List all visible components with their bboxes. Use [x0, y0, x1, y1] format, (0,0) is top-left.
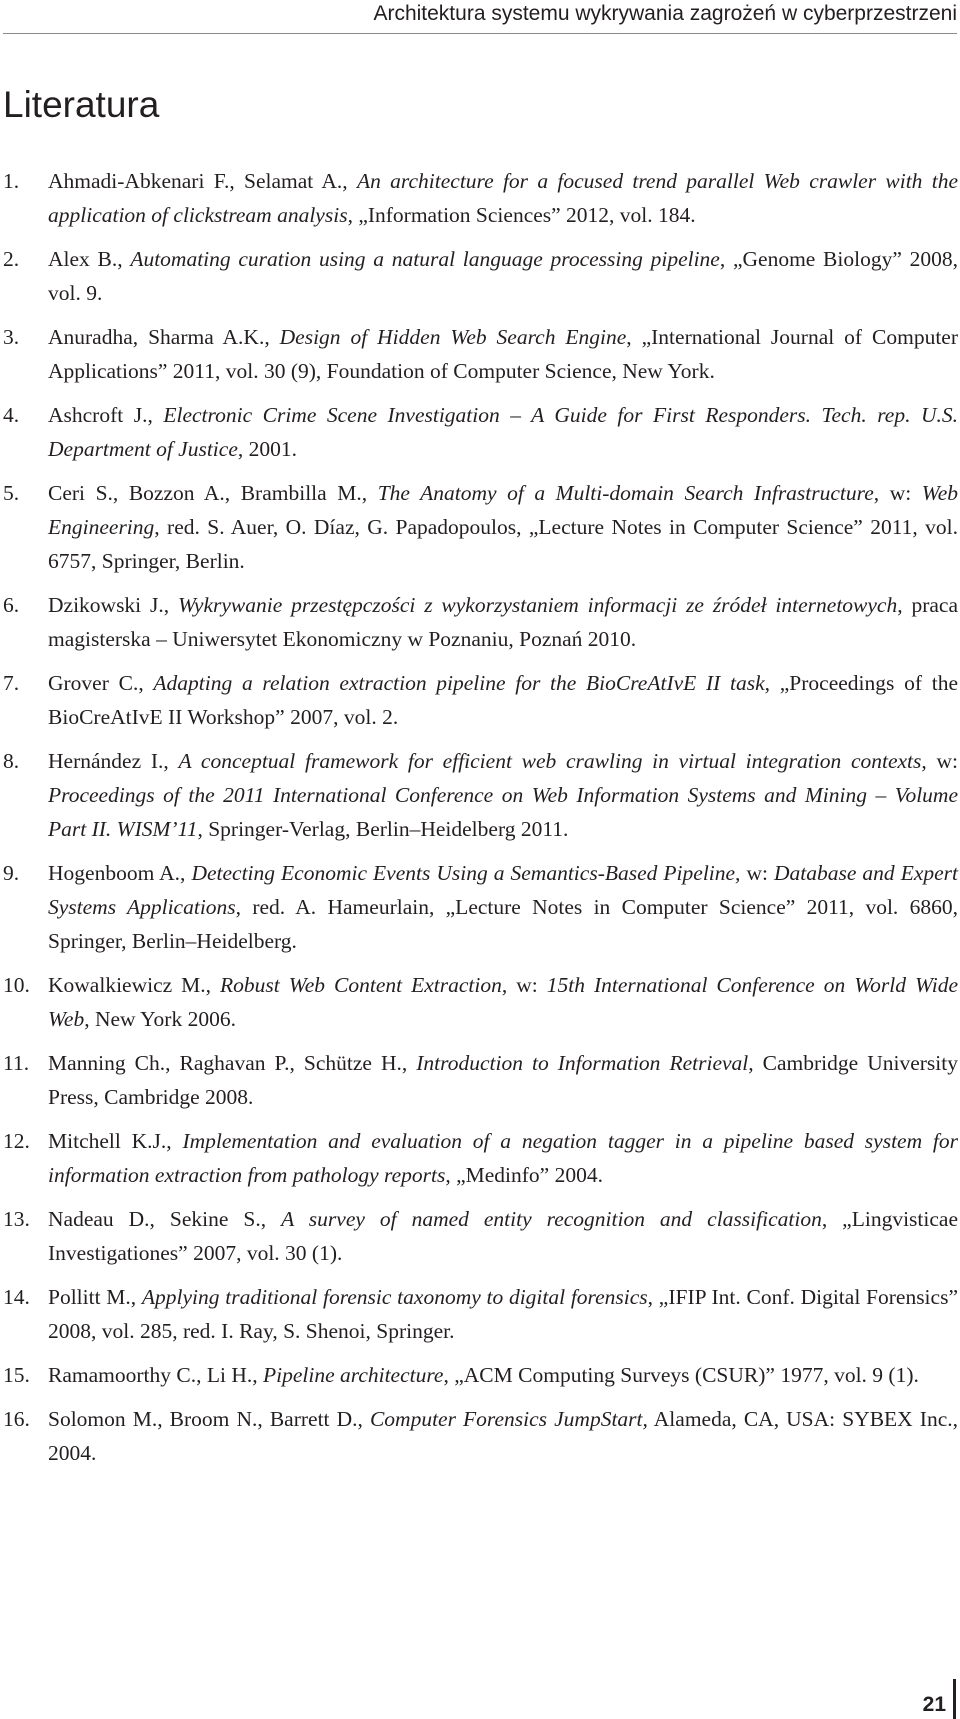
- reference-publication-details: , New York 2006.: [84, 1007, 236, 1031]
- reference-number: 1.: [3, 169, 20, 193]
- reference-number: 7.: [3, 671, 20, 695]
- reference-publication: , „Lingvisticae Investigationes” 2007, vol. 30 (1).: [48, 1207, 958, 1265]
- reference-authors: Ahmadi-Abkenari F., Selamat A.,: [48, 169, 357, 193]
- reference-item: [0, 164, 958, 232]
- reference-authors: Ashcroft J.,: [48, 403, 164, 427]
- reference-title: Design of Hidden Web Search Engine: [279, 325, 627, 349]
- reference-publication: , „Genome Biology” 2008, vol. 9.: [48, 247, 958, 305]
- reference-number: 15.: [3, 1363, 30, 1387]
- reference-number: 10.: [3, 973, 30, 997]
- reference-title: Electronic Crime Scene Investigation – A Guide for First Responders. Tech. rep. U.S. Department of Justice: [48, 403, 958, 461]
- reference-item: [0, 968, 958, 1036]
- reference-title: Robust Web Content Extraction: [220, 973, 502, 997]
- reference-title: Applying traditional forensic taxonomy to digital forensics: [141, 1285, 648, 1309]
- reference-title: Adapting a relation extraction pipeline for the BioCreAtIvE II task: [153, 671, 765, 695]
- reference-authors: Manning Ch., Raghavan P., Schütze H.,: [48, 1051, 417, 1075]
- reference-publication: Cambridge University Press, Cambridge 2008.: [48, 1051, 958, 1109]
- section-title: Literatura: [3, 84, 160, 125]
- reference-title: Implementation and evaluation of a negation tagger in a pipeline based system for information extraction from pathology reports: [48, 1129, 959, 1187]
- reference-number: 11.: [3, 1051, 30, 1075]
- page-number: 21: [922, 1693, 946, 1716]
- reference-publication-details: , Springer-Verlag, Berlin–Heidelberg 2011.: [197, 817, 569, 841]
- reference-container-title: 15th International Conference on World Wide Web: [48, 973, 958, 1031]
- reference-item: [0, 398, 958, 466]
- reference-title: Pipeline architecture: [262, 1363, 444, 1387]
- reference-number: 8.: [3, 749, 20, 773]
- reference-item: [0, 666, 958, 734]
- reference-publication: , w:: [921, 749, 958, 773]
- reference-title: An architecture for a focused trend parallel Web crawler with the application of clickstream analysis: [48, 169, 958, 227]
- reference-item: [0, 1046, 958, 1114]
- reference-item: [0, 856, 958, 958]
- reference-publication: , „Proceedings of the BioCreAtIvE II Workshop” 2007, vol. 2.: [48, 671, 958, 729]
- reference-title: Computer Forensics JumpStart,: [369, 1407, 648, 1431]
- reference-number: 2.: [3, 247, 20, 271]
- reference-item: [0, 1124, 958, 1192]
- reference-number: 6.: [3, 593, 20, 617]
- reference-number: 12.: [3, 1129, 30, 1153]
- reference-authors: Hogenboom A.,: [48, 861, 192, 885]
- reference-item: [0, 744, 958, 846]
- reference-item: [0, 588, 958, 656]
- reference-publication: , „IFIP Int. Conf. Digital Forensics” 2008, vol. 285, red. I. Ray, S. Shenoi, Springer.: [48, 1285, 958, 1343]
- reference-authors: Kowalkiewicz M.,: [48, 973, 221, 997]
- reference-container-title: Database and Expert Systems Applications: [48, 861, 958, 919]
- reference-number: 16.: [3, 1407, 30, 1431]
- reference-authors: Alex B.,: [48, 247, 131, 271]
- reference-authors: Pollitt M.,: [48, 1285, 142, 1309]
- reference-authors: Mitchell K.J.,: [48, 1129, 183, 1153]
- reference-authors: Solomon M., Broom N., Barrett D.,: [48, 1407, 370, 1431]
- reference-item: [0, 320, 958, 388]
- reference-publication: , „Information Sciences” 2012, vol. 184.: [347, 203, 696, 227]
- reference-title: The Anatomy of a Multi-domain Search Infrastructure: [377, 481, 874, 505]
- reference-authors: Dzikowski J.,: [48, 593, 178, 617]
- reference-list: [0, 164, 960, 1480]
- reference-authors: Grover C.,: [48, 671, 154, 695]
- reference-publication: , „ACM Computing Surveys (CSUR)” 1977, vol. 9 (1).: [443, 1363, 919, 1387]
- reference-publication: , praca magisterska – Uniwersytet Ekonomiczny w Poznaniu, Poznań 2010.: [48, 593, 959, 651]
- reference-number: 14.: [3, 1285, 30, 1309]
- reference-number: 9.: [3, 861, 20, 885]
- reference-item: [0, 242, 958, 310]
- reference-title: A survey of named entity recognition and classification: [281, 1207, 822, 1231]
- reference-publication: , w:: [501, 973, 547, 997]
- reference-item: [0, 1402, 958, 1470]
- footer-rule: [953, 1679, 956, 1719]
- reference-publication: , „Medinfo” 2004.: [445, 1163, 603, 1187]
- reference-authors: Ramamoorthy C., Li H.,: [48, 1363, 263, 1387]
- reference-item: [0, 1358, 958, 1392]
- reference-item: [0, 476, 958, 578]
- reference-authors: Nadeau D., Sekine S.,: [48, 1207, 282, 1231]
- reference-publication-details: , red. A. Hameurlain, „Lecture Notes in Computer Science” 2011, vol. 6860, Springer, Berlin–Heidelberg.: [48, 895, 958, 953]
- reference-publication-details: , red. S. Auer, O. Díaz, G. Papadopoulos, „Lecture Notes in Computer Science” 2011, vol. 6757, Springer, Berlin.: [48, 515, 958, 573]
- reference-number: 3.: [3, 325, 20, 349]
- reference-item: [0, 1280, 958, 1348]
- reference-publication: Alameda, CA, USA: SYBEX Inc., 2004.: [48, 1407, 958, 1465]
- reference-item: [0, 1202, 958, 1270]
- reference-container-title: Proceedings of the 2011 International Conference on Web Information Systems and Mining – Volume Part II. WISM’11: [48, 783, 958, 841]
- reference-title: Detecting Economic Events Using a Semantics-Based Pipeline,: [191, 861, 741, 885]
- reference-title: Automating curation using a natural language processing pipeline: [130, 247, 720, 271]
- reference-publication: , „International Journal of Computer Applications” 2011, vol. 30 (9), Foundation of Computer Science, New York.: [48, 325, 958, 383]
- reference-authors: Ceri S., Bozzon A., Brambilla M.,: [48, 481, 378, 505]
- reference-title: A conceptual framework for efficient web crawling in virtual integration contexts: [178, 749, 922, 773]
- reference-number: 13.: [3, 1207, 30, 1231]
- reference-title: Wykrywanie przestępczości z wykorzystaniem informacji ze źródeł internetowych: [178, 593, 898, 617]
- reference-authors: Hernández I.,: [48, 749, 179, 773]
- reference-container-title: Web Engineering: [48, 481, 959, 539]
- reference-number: 4.: [3, 403, 20, 427]
- reference-publication: , w:: [873, 481, 922, 505]
- reference-publication: , 2001.: [237, 437, 297, 461]
- reference-publication: w:: [740, 861, 774, 885]
- reference-number: 5.: [3, 481, 20, 505]
- reference-title: Introduction to Information Retrieval,: [416, 1051, 754, 1075]
- header-rule: [3, 33, 957, 34]
- running-header: Architektura systemu wykrywania zagrożeń w cyberprzestrzeni: [373, 2, 957, 25]
- reference-authors: Anuradha, Sharma A.K.,: [48, 325, 280, 349]
